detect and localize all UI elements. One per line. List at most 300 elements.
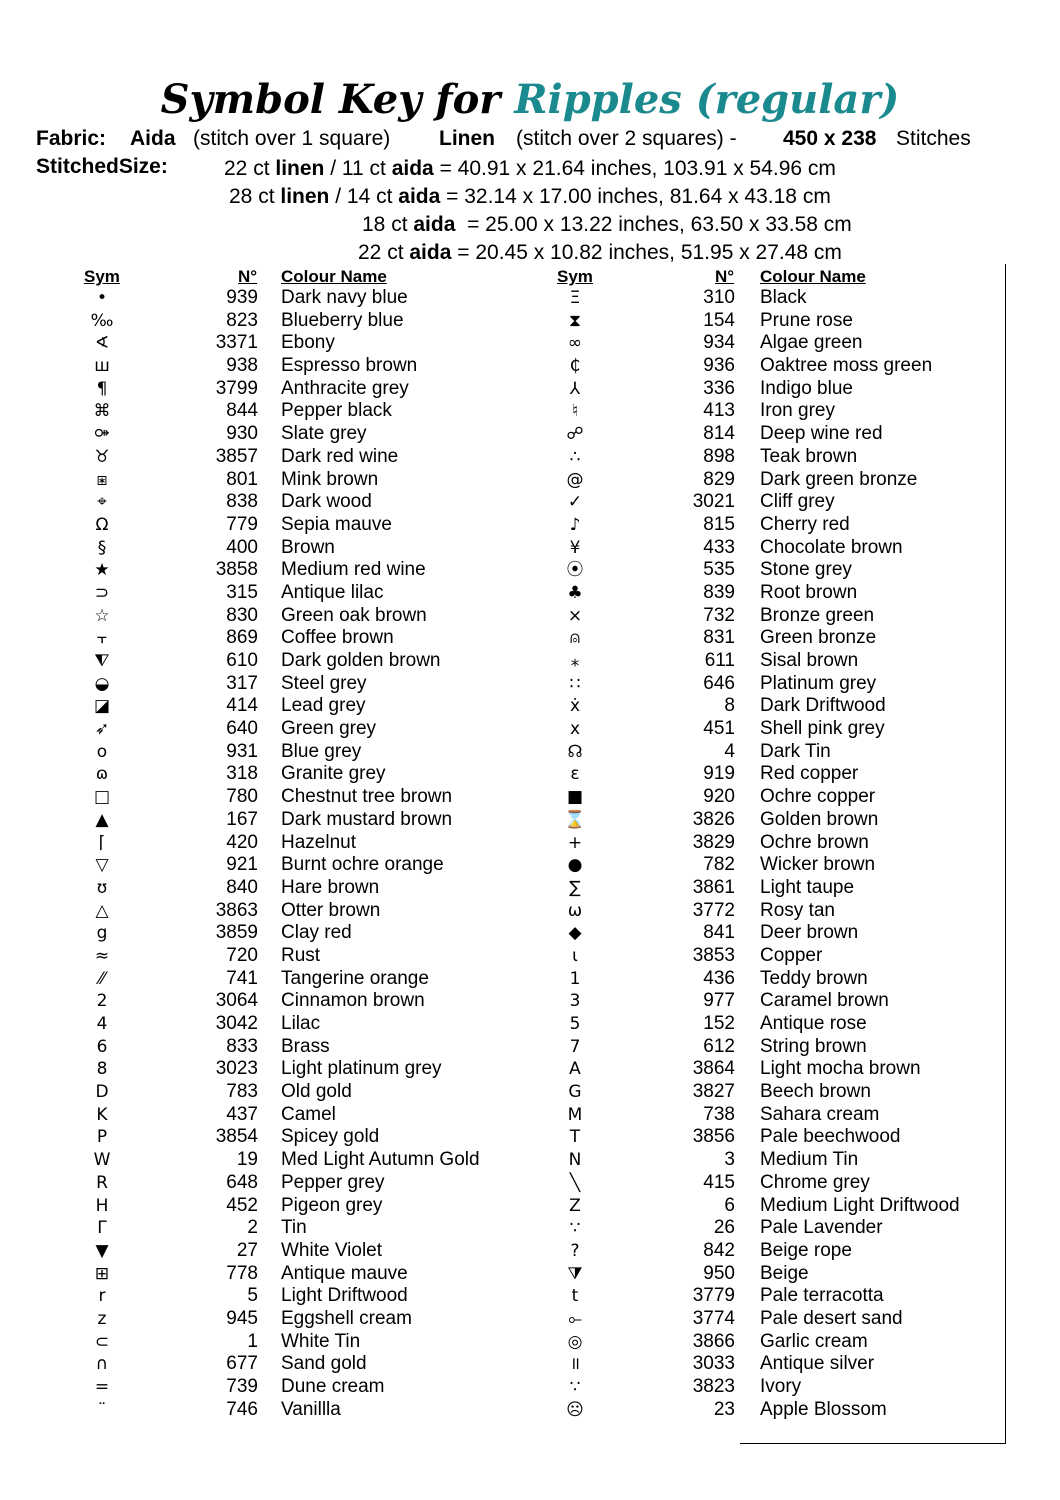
thread-number: 869 <box>226 627 258 649</box>
colour-name: Medium red wine <box>281 559 426 581</box>
colour-name: White Tin <box>281 1330 361 1352</box>
stitch-symbol: r <box>98 1286 106 1307</box>
size-text-mid: / 11 ct <box>324 157 392 180</box>
colour-name: Anthracite grey <box>281 377 409 399</box>
title-prefix: Symbol Key for <box>160 76 501 123</box>
colour-name: Light taupe <box>760 876 855 898</box>
stitch-symbol: □ <box>93 787 111 808</box>
symbol-row <box>0 650 1000 673</box>
size-text-pre: 18 ct <box>362 213 414 236</box>
thread-number: 934 <box>703 332 735 354</box>
colour-name: Teddy brown <box>760 967 868 989</box>
border-line-horizontal <box>740 1443 1006 1444</box>
symbol-row <box>0 741 1000 764</box>
stitch-symbol: ✓ <box>567 492 583 513</box>
thread-number: 840 <box>226 876 258 898</box>
stitch-symbol: ∷ <box>569 673 581 694</box>
colour-name: Cherry red <box>760 513 850 535</box>
header-num-left: N° <box>238 267 258 286</box>
thread-number: 6 <box>724 1194 735 1216</box>
thread-number: 831 <box>703 627 735 649</box>
pattern-name: Ripples (regular) <box>514 76 900 123</box>
border-line-vertical <box>1005 264 1006 1444</box>
colour-name: Sahara cream <box>760 1103 880 1125</box>
thread-number: 2 <box>247 1217 258 1239</box>
symbol-row <box>0 763 1000 786</box>
thread-number: 3772 <box>692 899 735 921</box>
colour-name: Steel grey <box>281 672 367 694</box>
thread-number: 814 <box>703 423 735 445</box>
thread-number: 436 <box>703 967 735 989</box>
stitch-symbol: ╲ <box>569 1172 581 1193</box>
thread-number: 1 <box>247 1330 258 1352</box>
stitch-symbol: ⦿ <box>566 560 584 581</box>
thread-number: 829 <box>703 468 735 490</box>
thread-number: 844 <box>226 400 258 422</box>
stitched-size-label: StitchedSize: <box>36 155 168 178</box>
colour-name: Pale desert sand <box>760 1307 903 1329</box>
thread-number: 433 <box>703 536 735 558</box>
symbol-row <box>0 355 1000 378</box>
thread-number: 3799 <box>215 377 258 399</box>
colour-name: Indigo blue <box>760 377 853 399</box>
header-colour-left: Colour Name <box>281 267 387 286</box>
symbol-row <box>0 786 1000 809</box>
stitch-symbol: ● <box>567 855 583 876</box>
colour-name: Pale beechwood <box>760 1126 901 1148</box>
stitch-symbol: 6 <box>96 1036 108 1057</box>
thread-number: 318 <box>226 763 258 785</box>
stitch-symbol: 1 <box>569 968 581 989</box>
thread-number: 317 <box>226 672 258 694</box>
symbol-row <box>0 1353 1000 1376</box>
thread-number: 612 <box>703 1035 735 1057</box>
stitch-symbol: ⌖ <box>97 492 107 513</box>
colour-name: Antique mauve <box>281 1262 408 1284</box>
size-text-b2: aida <box>391 157 434 180</box>
stitch-symbol: ɩ <box>572 945 578 966</box>
thread-number: 977 <box>703 990 735 1012</box>
stitch-symbol: ɷ <box>95 764 109 785</box>
stitch-symbol: ⧆ <box>96 469 108 490</box>
header-colour-right: Colour Name <box>760 267 866 286</box>
stitch-symbol: N <box>568 1150 582 1171</box>
stitch-symbol: ∵ <box>569 1218 581 1239</box>
thread-number: 921 <box>226 854 258 876</box>
size-text-b2: aida <box>413 213 456 236</box>
colour-name: Light mocha brown <box>760 1058 921 1080</box>
thread-number: 336 <box>703 377 735 399</box>
symbol-row <box>0 423 1000 446</box>
colour-name: Dark Tin <box>760 740 831 762</box>
thread-number: 23 <box>713 1398 735 1420</box>
colour-name: Garlic cream <box>760 1330 868 1352</box>
stitch-symbol: ⍝ <box>569 628 581 649</box>
thread-number: 931 <box>226 740 258 762</box>
header-num-right: N° <box>715 267 735 286</box>
colour-name: Clay red <box>281 922 352 944</box>
colour-name: Dark green bronze <box>760 468 918 490</box>
stitch-symbol: g <box>96 923 108 944</box>
thread-number: 898 <box>703 445 735 467</box>
symbol-row <box>0 1036 1000 1059</box>
stitch-symbol: ♪ <box>569 514 581 535</box>
thread-number: 414 <box>226 695 258 717</box>
colour-name: Pale Lavender <box>760 1217 883 1239</box>
thread-number: 823 <box>226 309 258 331</box>
thread-number: 19 <box>236 1149 258 1171</box>
colour-name: Antique rose <box>760 1013 867 1034</box>
colour-name: Camel <box>281 1103 336 1125</box>
symbol-row <box>0 1172 1000 1195</box>
stitch-symbol: ▽ <box>95 855 109 876</box>
thread-number: 919 <box>703 763 735 785</box>
symbol-row <box>0 695 1000 718</box>
colour-name: Otter brown <box>281 899 381 921</box>
thread-number: 167 <box>226 808 258 830</box>
symbol-row <box>0 1240 1000 1263</box>
symbol-row <box>0 582 1000 605</box>
symbol-row <box>0 1126 1000 1149</box>
colour-name: Slate grey <box>281 423 367 445</box>
thread-number: 732 <box>703 604 735 626</box>
thread-number: 746 <box>226 1398 258 1420</box>
stitch-symbol: ◒ <box>94 673 110 694</box>
size-text-b1: linen <box>280 185 330 208</box>
stitch-symbol: ʊ <box>96 877 108 898</box>
thread-number: 945 <box>226 1307 258 1329</box>
colour-name: Sand gold <box>281 1353 367 1375</box>
thread-number: 400 <box>226 536 258 558</box>
colour-name: Coffee brown <box>281 627 394 649</box>
thread-number: 3779 <box>692 1285 735 1307</box>
stitch-symbol: z <box>97 1308 107 1329</box>
stitch-symbol: ε <box>570 764 580 785</box>
stitch-symbol: ẋ <box>569 696 581 717</box>
thread-number: 415 <box>703 1171 735 1193</box>
stitch-symbol: ♮ <box>571 401 579 422</box>
stitch-symbol: ☍ <box>566 424 584 445</box>
thread-number: 27 <box>236 1239 258 1261</box>
colour-name: Pepper black <box>281 400 392 422</box>
stitch-symbol: § <box>97 537 107 558</box>
colour-name: Dark mustard brown <box>281 808 453 830</box>
colour-name: Pigeon grey <box>281 1194 383 1216</box>
stitch-symbol: = <box>94 1377 110 1397</box>
thread-number: 3864 <box>692 1058 735 1080</box>
symbol-row <box>0 378 1000 401</box>
header-sym-right: Sym <box>557 267 593 286</box>
stitch-symbol: ⊂ <box>94 1331 110 1352</box>
symbol-row <box>0 809 1000 832</box>
symbol-row <box>0 1149 1000 1172</box>
colour-name: Algae green <box>760 332 863 354</box>
thread-number: 3021 <box>692 491 735 513</box>
stitch-symbol: K <box>96 1104 108 1125</box>
symbol-row <box>0 400 1000 423</box>
stitch-symbol: ⫟ <box>96 628 108 649</box>
fabric-linen-note: (stitch over 2 squares) - <box>516 127 737 150</box>
thread-number: 3857 <box>215 445 258 467</box>
stitch-symbol: ¶ <box>96 378 108 399</box>
thread-number: 839 <box>703 581 735 603</box>
thread-number: 8 <box>724 695 735 717</box>
stitch-symbol: R <box>96 1172 108 1193</box>
size-text-post: = 32.14 x 17.00 inches, 81.64 x 43.18 cm <box>440 185 831 208</box>
colour-name: Ebony <box>281 332 335 354</box>
stitch-symbol: ♉ <box>94 446 110 467</box>
thread-number: 783 <box>226 1081 258 1103</box>
colour-name: Apple Blossom <box>760 1398 887 1420</box>
symbol-row <box>0 718 1000 741</box>
thread-number: 3064 <box>215 990 258 1012</box>
colour-name: Dark red wine <box>281 445 399 467</box>
colour-name: Brown <box>281 536 335 558</box>
colour-name: Deer brown <box>760 922 859 944</box>
stitch-symbol: Ξ <box>569 288 581 308</box>
thread-number: 780 <box>226 786 258 808</box>
colour-name: Oaktree moss green <box>760 355 933 377</box>
thread-number: 3859 <box>215 922 258 944</box>
thread-number: 833 <box>226 1035 258 1057</box>
thread-number: 3853 <box>692 944 735 966</box>
thread-number: 26 <box>713 1217 735 1239</box>
stitch-symbol: ⌘ <box>93 401 111 422</box>
stitch-symbol: ⧩ <box>567 1263 583 1284</box>
stitch-symbol: ➶ <box>94 719 110 740</box>
colour-name: Red copper <box>760 763 859 785</box>
stitch-symbol: ⧨ <box>94 651 110 671</box>
stitch-count: 450 x 238 <box>783 127 877 150</box>
symbol-row <box>0 832 1000 855</box>
stitch-symbol: △ <box>95 900 109 921</box>
thread-number: 535 <box>703 559 735 581</box>
thread-number: 936 <box>703 355 735 377</box>
symbol-row <box>0 922 1000 945</box>
stitch-symbol: ¨ <box>97 1399 107 1420</box>
thread-number: 3033 <box>692 1353 735 1375</box>
colour-name: Burnt ochre orange <box>281 854 444 876</box>
thread-number: 3854 <box>215 1126 258 1148</box>
symbol-row <box>0 1308 1000 1331</box>
symbol-row <box>0 945 1000 968</box>
stitch-symbol: 7 <box>569 1036 581 1057</box>
thread-number: 741 <box>226 967 258 989</box>
colour-name: White Violet <box>281 1239 383 1261</box>
stitch-symbol: 2 <box>96 991 108 1012</box>
stitch-symbol: A <box>569 1059 581 1080</box>
colour-name: Teak brown <box>760 445 858 467</box>
stitch-symbol: + <box>567 832 583 853</box>
stitch-symbol: T <box>569 1127 581 1148</box>
colour-name: Eggshell cream <box>281 1307 412 1329</box>
colour-name: Dune cream <box>281 1376 385 1397</box>
thread-number: 610 <box>226 650 258 671</box>
colour-name: Old gold <box>281 1081 352 1103</box>
stitch-symbol: ▲ <box>95 809 109 830</box>
colour-name: Rosy tan <box>760 899 835 921</box>
stitch-symbol: M <box>567 1104 583 1125</box>
symbol-row <box>0 1399 1000 1422</box>
symbol-row <box>0 332 1000 355</box>
colour-name: Dark wood <box>281 491 372 513</box>
stitch-symbol: ₵ <box>569 356 581 377</box>
size-text-b2: aida <box>409 241 452 264</box>
fabric-linen: Linen <box>439 127 495 150</box>
stitch-symbol: ☹ <box>566 1399 584 1420</box>
thread-number: 315 <box>226 581 258 603</box>
stitch-symbol: ¥ <box>569 537 581 558</box>
symbol-row <box>0 1195 1000 1218</box>
colour-name: Med Light Autumn Gold <box>281 1149 480 1171</box>
thread-number: 611 <box>704 650 735 671</box>
colour-name: Deep wine red <box>760 423 883 445</box>
stitch-symbol: ⌛ <box>564 809 586 830</box>
stitch-symbol: ∵ <box>569 1377 581 1397</box>
header-sym-left: Sym <box>84 267 120 286</box>
thread-number: 739 <box>226 1376 258 1397</box>
symbol-row <box>0 854 1000 877</box>
size-text-pre: 22 ct <box>358 241 410 264</box>
thread-number: 830 <box>226 604 258 626</box>
thread-number: 646 <box>703 672 735 694</box>
colour-name: Green bronze <box>760 627 877 649</box>
thread-number: 451 <box>703 718 735 740</box>
colour-name: Caramel brown <box>760 990 889 1012</box>
colour-name: Granite grey <box>281 763 386 785</box>
right-symbol-list <box>0 287 1000 1421</box>
stitch-symbol: ⌈ <box>98 832 106 853</box>
stitch-symbol: ⅄ <box>569 378 581 399</box>
thread-number: 3371 <box>215 332 258 354</box>
symbol-row <box>0 673 1000 696</box>
thread-number: 3823 <box>692 1376 735 1397</box>
symbol-row <box>0 627 1000 650</box>
stitch-symbol: ‰ <box>90 310 114 331</box>
colour-name: Tin <box>281 1217 307 1239</box>
stitch-symbol: 3 <box>569 991 581 1012</box>
colour-name: Platinum grey <box>760 672 877 694</box>
symbol-row <box>0 537 1000 560</box>
size-text-post: = 40.91 x 21.64 inches, 103.91 x 54.96 cm <box>433 157 836 180</box>
fabric-aida: Aida <box>130 127 176 150</box>
stitch-symbol: G <box>568 1082 582 1103</box>
stitch-symbol: o <box>96 741 108 762</box>
colour-name: Cinnamon brown <box>281 990 425 1012</box>
stitch-symbol: ◎ <box>567 1331 583 1352</box>
symbol-row <box>0 559 1000 582</box>
thread-number: 3774 <box>692 1307 735 1329</box>
stitch-symbol: ∞ <box>567 333 583 354</box>
thread-number: 838 <box>226 491 258 513</box>
thread-number: 413 <box>703 400 735 422</box>
symbol-row <box>0 968 1000 991</box>
size-text-pre: 28 ct <box>229 185 281 208</box>
symbol-row <box>0 1331 1000 1354</box>
colour-name: Medium Light Driftwood <box>760 1194 960 1216</box>
colour-name: Green grey <box>281 718 377 740</box>
stitch-symbol: ? <box>570 1240 580 1261</box>
colour-name: String brown <box>760 1035 867 1057</box>
colour-name: Copper <box>760 944 823 966</box>
size-text-mid: / 14 ct <box>329 185 399 208</box>
colour-name: Light platinum grey <box>281 1058 442 1080</box>
stitch-symbol: ⨯ <box>567 605 583 626</box>
colour-name: Pepper grey <box>281 1171 385 1193</box>
colour-name: Hare brown <box>281 876 380 898</box>
colour-name: Dark golden brown <box>281 650 441 671</box>
thread-number: 938 <box>226 355 258 377</box>
size-text-b1: linen <box>275 157 325 180</box>
stitch-symbol: ≈ <box>94 945 110 966</box>
thread-number: 950 <box>703 1262 735 1284</box>
stitch-symbol: H <box>95 1195 109 1216</box>
colour-name: Light Driftwood <box>281 1285 408 1307</box>
colour-name: Cliff grey <box>760 491 835 513</box>
symbol-row <box>0 877 1000 900</box>
colour-name: Blueberry blue <box>281 309 404 331</box>
symbol-row <box>0 310 1000 333</box>
colour-name: Antique silver <box>760 1353 875 1375</box>
symbol-row <box>0 446 1000 469</box>
thread-number: 3866 <box>692 1330 735 1352</box>
colour-name: Mink brown <box>281 468 379 490</box>
thread-number: 3856 <box>692 1126 735 1148</box>
thread-number: 801 <box>226 468 258 490</box>
colour-name: Dark navy blue <box>281 287 408 308</box>
stitch-symbol: ∑ <box>569 877 581 898</box>
stitch-symbol: P <box>96 1127 108 1148</box>
stitch-symbol: ш <box>94 356 110 377</box>
symbol-row <box>0 605 1000 628</box>
thread-number: 3 <box>724 1149 735 1171</box>
colour-name: Ochre copper <box>760 786 876 808</box>
symbol-row <box>0 1285 1000 1308</box>
colour-name: Antique lilac <box>281 581 384 603</box>
symbol-row <box>0 1376 1000 1399</box>
stitch-symbol: ☆ <box>94 605 110 626</box>
stitch-symbol: • <box>96 288 108 308</box>
stitch-symbol: ∩ <box>95 1354 109 1375</box>
thread-number: 815 <box>703 513 735 535</box>
colour-name: Beige rope <box>760 1239 852 1261</box>
colour-name: Pale terracotta <box>760 1285 884 1307</box>
stitch-symbol: ⊃ <box>94 582 110 603</box>
fabric-label: Fabric: <box>36 127 107 150</box>
size-text-pre: 22 ct <box>224 157 276 180</box>
thread-number: 778 <box>226 1262 258 1284</box>
stitch-symbol: Ω <box>95 514 109 535</box>
symbol-row <box>0 1263 1000 1286</box>
stitch-symbol: ◆ <box>568 923 582 944</box>
colour-name: Blue grey <box>281 740 362 762</box>
page-title <box>0 72 1060 128</box>
symbol-row <box>0 491 1000 514</box>
symbol-row <box>0 287 1000 310</box>
thread-number: 420 <box>226 831 258 853</box>
stitch-symbol: ⧗ <box>569 310 581 331</box>
stitch-symbol: Z <box>569 1195 581 1216</box>
size-text-post: = 20.45 x 10.82 inches, 51.95 x 27.48 cm <box>451 241 842 264</box>
thread-number: 3042 <box>215 1013 258 1034</box>
stitch-symbol: ⟜ <box>568 1308 582 1329</box>
stitch-symbol: Γ <box>97 1218 107 1239</box>
stitch-symbol: 8 <box>96 1059 108 1080</box>
colour-name: Brass <box>281 1035 330 1057</box>
colour-name: Sisal brown <box>760 650 859 671</box>
colour-name: Vanillla <box>281 1398 341 1420</box>
stitch-symbol: ⚩ <box>94 424 110 445</box>
